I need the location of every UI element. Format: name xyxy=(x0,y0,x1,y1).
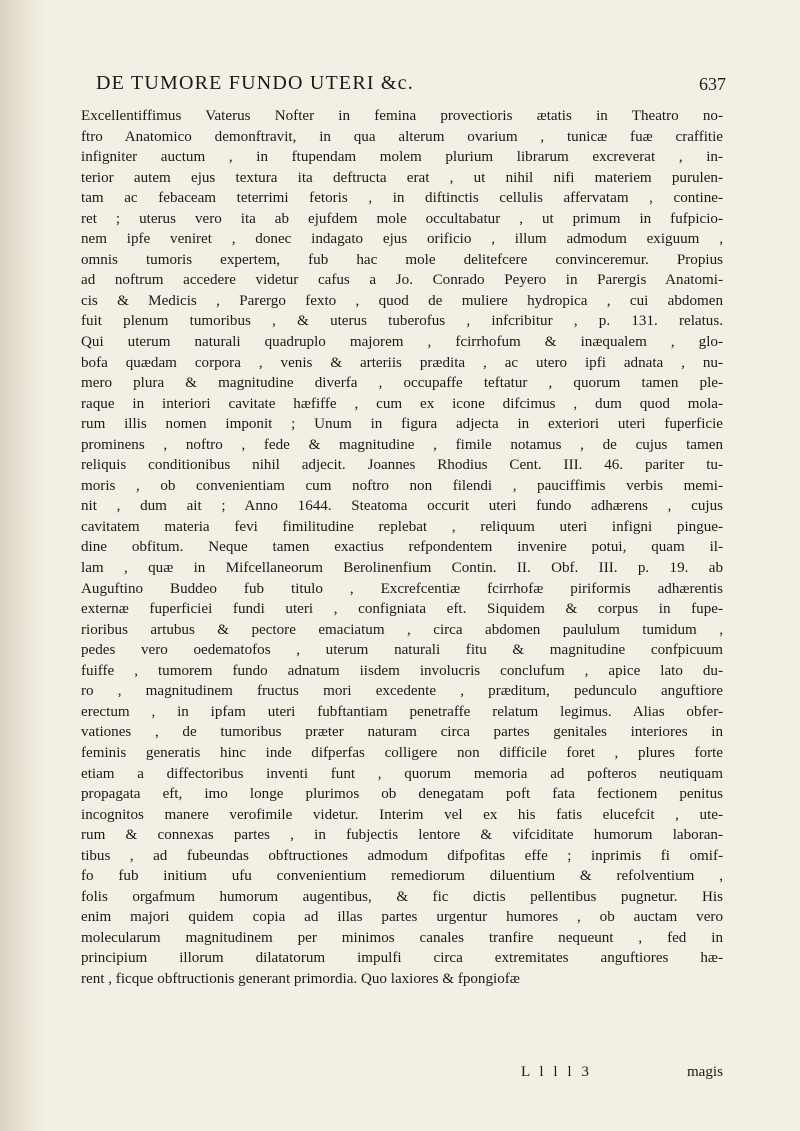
text-line: pedes vero oedematofos , uterum naturali fitu & magnitudine confpicuum xyxy=(81,642,723,659)
text-line: ad noftrum accedere videtur cafus a Jo. Conrado Peyero in Parergis Anatomi- xyxy=(81,272,723,289)
text-line: externæ fuperficiei fundi uteri , configniata eft. Siquidem & corpus in fupe- xyxy=(81,601,723,618)
text-line: folis orgafmum humorum augentibus, & fic dictis pellentibus pugnetur. His xyxy=(81,888,723,905)
catchword: magis xyxy=(686,1064,723,1080)
text-line: molecularum magnitudinem per minimos canales tranfire nequeunt , fed in xyxy=(81,929,723,946)
text-line: Qui uterum naturali quadruplo majorem , fcirrhofum & inæqualem , glo- xyxy=(81,334,723,351)
page-number: 637 xyxy=(699,74,726,94)
running-head xyxy=(96,72,726,102)
running-title: DE TUMORE FUNDO UTERI &c. xyxy=(96,72,414,94)
text-line: rioribus artubus & pectore emaciatum , circa abdomen paululum tumidum , xyxy=(81,621,723,638)
page-gutter-shadow xyxy=(0,0,46,1131)
text-line: principium illorum dilatatorum impulfi circa extremitates anguftiores hæ- xyxy=(81,950,723,967)
text-line: enim majori quidem copia ad illas partes urgentur humores , ob auctam vero xyxy=(81,909,723,926)
text-line: lam , quæ in Mifcellaneorum Berolinenfium Contin. II. Obf. III. p. 19. ab xyxy=(81,560,723,577)
text-line: rent , ficque obftructionis generant primordia. Quo laxiores & fpongiofæ xyxy=(81,970,520,987)
text-line: propagata eft, imo longe plurimos ob denegatam poft fata fectionem penitus xyxy=(81,786,723,803)
text-line: mero plura & magnitudine diverfa , occupaffe teftatur , quorum tamen ple- xyxy=(81,375,723,392)
text-line: prominens , noftro , fede & magnitudine , fimile notamus , de cujus tamen xyxy=(81,436,723,453)
text-line: moris , ob convenientiam cum noftro non filendi , pauciffimis verbis memi- xyxy=(81,477,723,494)
text-line: nit , dum ait ; Anno 1644. Steatoma occurit uteri fundo adhærens , cujus xyxy=(81,498,723,515)
text-line: fuit plenum tumoribus , & uterus tuberofus , infcribitur , p. 131. relatus. xyxy=(81,313,723,330)
text-line: ret ; uterus vero ita ab ejufdem mole occultabatur , ut primum in fufpicio- xyxy=(81,210,723,227)
text-line: nem ipfe veniret , donec indagato ejus orificio , illum admodum exiguum , xyxy=(81,231,723,248)
text-line: fo fub initium ufu convenientium remediorum diluentium & refolventium , xyxy=(81,868,723,885)
text-line: infigniter auctum , in ftupendam molem plurium librarum excreverat , in- xyxy=(81,149,723,166)
text-line: ftro Anatomico demonftravit, in qua alterum ovarium , tunicæ fuæ craffitie xyxy=(81,128,723,145)
text-line: feminis generatis hinc inde difperfas colligere non difficile foret , plures forte xyxy=(81,744,723,761)
text-line: rum illis nomen imponit ; Unum in figura adjecta in exteriori uteri fuperficie xyxy=(81,416,723,433)
text-line: rum & connexas partes , in fubjectis lentore & vifciditate humorum laboran- xyxy=(81,827,723,844)
text-line: erectum , in ipfam uteri fubftantiam penetraffe relatum legimus. Alias obfer- xyxy=(81,703,723,720)
gathering-signature: L l l l 3 xyxy=(521,1064,592,1080)
text-line: Excellentiffimus Vaterus Nofter in femina provectioris ætatis in Theatro no- xyxy=(81,108,723,124)
text-line: fuiffe , tumorem fundo adnatum iisdem involucris conclufum , apice lato du- xyxy=(81,662,723,679)
text-line: tam ac febaceam teterrimi fetoris , in diftinctis cellulis affervatam , contine- xyxy=(81,190,723,207)
text-line: bofa quædam corpora , venis & arteriis prædita , ac utero ipfi adnata , nu- xyxy=(81,354,723,371)
text-line: dine obfitum. Neque tamen exactius refpondentem invenire potui, quam il- xyxy=(81,539,723,556)
text-line: omnis tumoris expertem, fub hac mole delitefcere convinceremur. Propius xyxy=(81,251,723,268)
text-line: terior autem ejus textura ita deftructa erat , ut nihil nifi materiem purulen- xyxy=(81,169,723,186)
text-line: tibus , ad fubeundas obftructiones admodum difpofitas effe ; inprimis fi omif- xyxy=(81,847,723,864)
text-line: cavitatem materia fevi fimilitudine replebat , reliquum uteri infigni pingue- xyxy=(81,518,723,535)
text-line: cis & Medicis , Parergo fexto , quod de muliere hydropica , cui abdomen xyxy=(81,292,723,309)
text-line: vationes , de tumoribus præter naturam circa partes genitales interiores in xyxy=(81,724,723,741)
text-line: ro , magnitudinem fructus mori excedente , præditum, pedunculo anguftiore xyxy=(81,683,723,700)
text-line: incognitos manere verofimile videtur. Interim vel ex his fatis elucefcit , ute- xyxy=(81,806,723,823)
text-line: Auguftino Buddeo fub titulo , Excrefcentiæ fcirrhofæ piriformis adhærentis xyxy=(81,580,723,597)
text-line: etiam a diffectoribus inventi funt , quorum memoria ad pofteros neutiquam xyxy=(81,765,723,782)
text-line: reliquis conditionibus nihil adjecit. Joannes Rhodius Cent. III. 46. pariter tu- xyxy=(81,457,723,474)
footer-line xyxy=(81,1061,723,1083)
body-text xyxy=(81,106,723,990)
text-line: raque in interiori cavitate hæfiffe , cum ex icone difcimus , dum quod mola- xyxy=(81,395,723,412)
